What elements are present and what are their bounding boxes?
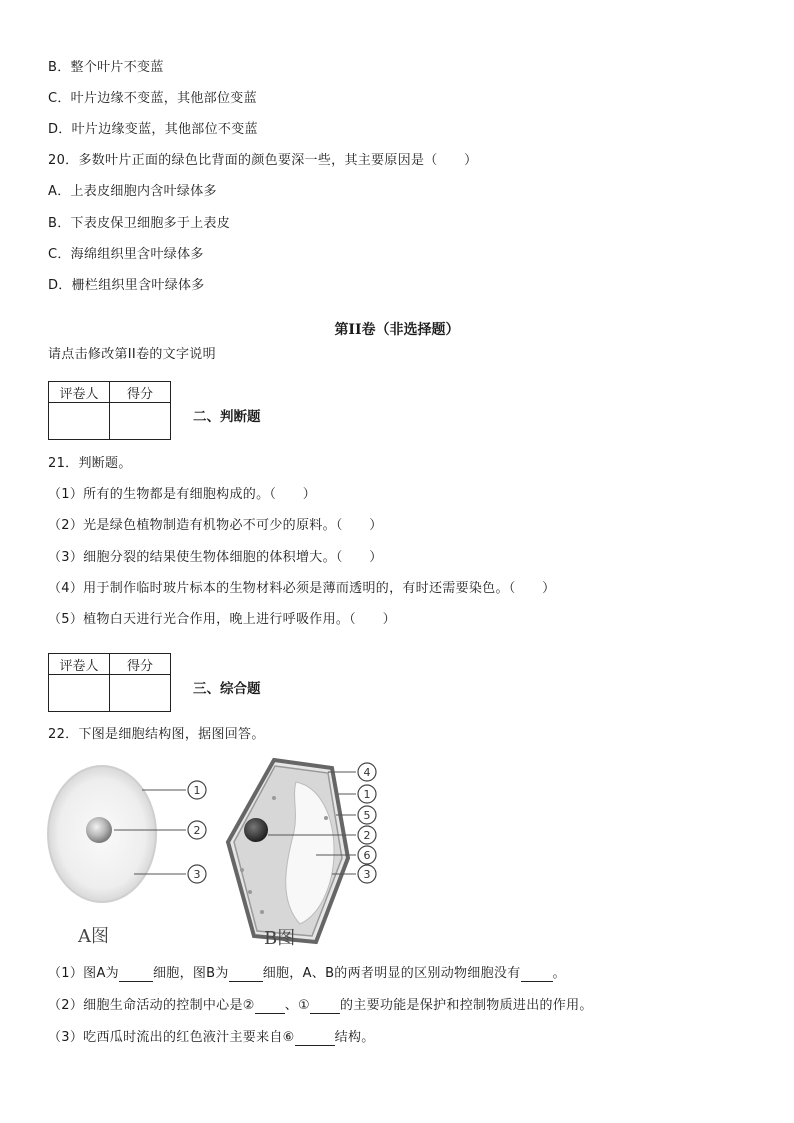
b-mark-4-text: 4 <box>363 766 371 779</box>
q21-item-2: （2）光是绿色植物制造有机物必不可少的原料。（ ） <box>48 518 383 533</box>
q21-stem: 21．判断题。 <box>48 456 132 471</box>
score-table-section2 <box>48 381 171 440</box>
score-header: 得分 <box>110 382 171 403</box>
q20-option-b: B．下表皮保卫细胞多于上表皮 <box>48 216 231 231</box>
q22-sub2: （2）细胞生命活动的控制中心是② 、① 的主要功能是保护和控制物质进出的作用。 <box>48 998 593 1013</box>
q21-item-3: （3）细胞分裂的结果使生物体细胞的体积增大。（ ） <box>48 550 383 565</box>
a-mark-2-text: 2 <box>193 824 201 837</box>
answer-blank-6[interactable] <box>295 1030 335 1046</box>
grader-cell <box>49 403 110 440</box>
animal-cell-nucleus <box>86 817 112 843</box>
b-mark-6-text: 6 <box>363 849 371 862</box>
q20-option-a: A．上表皮细胞内含叶绿体多 <box>48 184 217 199</box>
score-cell <box>110 675 171 712</box>
b-mark-2-text: 2 <box>363 829 371 842</box>
q19-option-d: D．叶片边缘变蓝，其他部位不变蓝 <box>48 122 258 137</box>
part2-note: 请点击修改第II卷的文字说明 <box>48 347 216 362</box>
section2-heading: 二、判断题 <box>193 409 261 425</box>
grader-header: 评卷人 <box>49 654 110 675</box>
part2-title: 第II卷（非选择题） <box>334 322 460 338</box>
grader-cell <box>49 675 110 712</box>
q20-option-c: C．海绵组织里含叶绿体多 <box>48 247 204 262</box>
q22-sub1: （1）图A为 细胞，图B为 细胞，A、B的两者明显的区别动物细胞没有 。 <box>48 966 566 981</box>
figure-label-b: B图 <box>264 928 296 949</box>
plant-cell-nucleus <box>244 818 268 842</box>
a-mark-1-text: 1 <box>193 784 201 797</box>
answer-blank-5[interactable] <box>310 998 340 1014</box>
q19-option-c: C．叶片边缘不变蓝，其他部位变蓝 <box>48 91 257 106</box>
figure-label-a: A图 <box>78 926 109 947</box>
score-header: 得分 <box>110 654 171 675</box>
q21-item-5: （5）植物白天进行光合作用，晚上进行呼吸作用。（ ） <box>48 612 396 627</box>
answer-blank-3[interactable] <box>521 966 553 982</box>
q22-sub3: （3）吃西瓜时流出的红色液汁主要来自⑥ 结构。 <box>48 1030 375 1045</box>
answer-blank-4[interactable] <box>255 998 285 1014</box>
cell-structure-figure <box>46 752 396 952</box>
section3-heading: 三、综合题 <box>193 681 261 697</box>
b-mark-1-text: 1 <box>363 788 371 801</box>
plant-cell <box>228 760 376 949</box>
b-mark-3-text: 3 <box>363 868 371 881</box>
animal-cell <box>48 766 206 947</box>
grader-header: 评卷人 <box>49 382 110 403</box>
score-cell <box>110 403 171 440</box>
q20-option-d: D．栅栏组织里含叶绿体多 <box>48 278 205 293</box>
answer-blank-2[interactable] <box>229 966 263 982</box>
q21-item-4: （4）用于制作临时玻片标本的生物材料必须是薄而透明的，有时还需要染色。（ ） <box>48 581 556 596</box>
q19-option-b: B．整个叶片不变蓝 <box>48 60 164 75</box>
b-mark-5-text: 5 <box>363 809 371 822</box>
q21-item-1: （1）所有的生物都是有细胞构成的。（ ） <box>48 487 317 502</box>
answer-blank-1[interactable] <box>119 966 153 982</box>
q20-stem: 20．多数叶片正面的绿色比背面的颜色要深一些，其主要原因是（ ） <box>48 153 478 168</box>
q22-stem: 22．下图是细胞结构图，据图回答。 <box>48 727 265 742</box>
a-mark-3-text: 3 <box>193 868 201 881</box>
score-table-section3 <box>48 653 171 712</box>
